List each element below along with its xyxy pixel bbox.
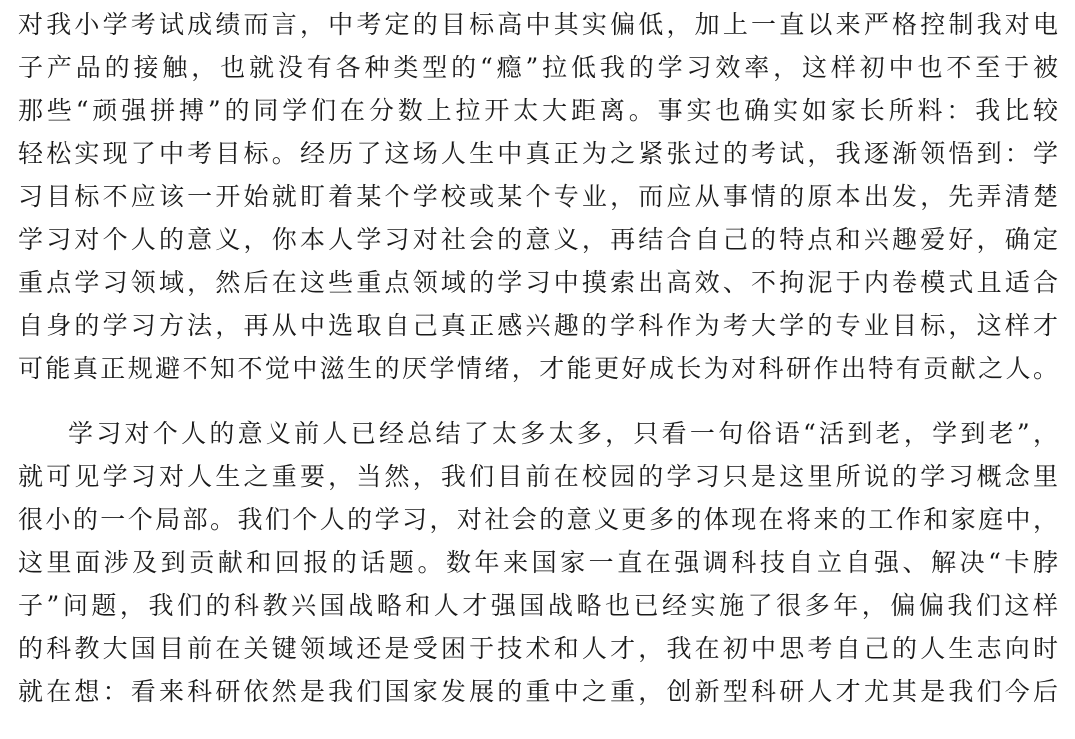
paragraph-1-line-2: 子产品的接触，也就没有各种类型的“瘾”拉低我的学习效率，这样初中也不至于被: [18, 53, 1058, 82]
paragraph-2-line-7: 就在想：看来科研依然是我们国家发展的重中之重，创新型科研人才尤其是我们今后: [18, 677, 1058, 706]
paragraph-1-line-4: 轻松实现了中考目标。经历了这场人生中真正为之紧张过的考试，我逐渐领悟到：学: [18, 139, 1058, 168]
paragraph-2-line-1: 学习对个人的意义前人已经总结了太多太多，只看一句俗语“活到老，学到老”，: [68, 419, 1058, 448]
paragraph-2-line-4: 这里面涉及到贡献和回报的话题。数年来国家一直在强调科技自立自强、解决“卡脖: [18, 548, 1058, 577]
paragraph-1-line-1: 对我小学考试成绩而言，中考定的目标高中其实偏低，加上一直以来严格控制我对电: [18, 10, 1058, 39]
paragraph-1-line-5: 习目标不应该一开始就盯着某个学校或某个专业，而应从事情的原本出发，先弄清楚: [18, 182, 1058, 211]
paragraph-1-line-8: 自身的学习方法，再从中选取自己真正感兴趣的学科作为考大学的专业目标，这样才: [18, 311, 1058, 340]
paragraph-2-line-6: 的科教大国目前在关键领域还是受困于技术和人才，我在初中思考自己的人生志向时: [18, 634, 1058, 663]
paragraph-1-line-9: 可能真正规避不知不觉中滋生的厌学情绪，才能更好成长为对科研作出特有贡献之人。: [18, 354, 1058, 383]
paragraph-2-line-2: 就可见学习对人生之重要，当然，我们目前在校园的学习只是这里所说的学习概念里: [18, 462, 1058, 491]
paragraph-1-line-3: 那些“顽强拼搏”的同学们在分数上拉开太大距离。事实也确实如家长所料：我比较: [18, 96, 1058, 125]
paragraph-1-line-7: 重点学习领域，然后在这些重点领域的学习中摸索出高效、不拘泥于内卷模式且适合: [18, 268, 1058, 297]
paragraph-1-line-6: 学习对个人的意义，你本人学习对社会的意义，再结合自己的特点和兴趣爱好，确定: [18, 225, 1058, 254]
paragraph-2-line-5: 子”问题，我们的科教兴国战略和人才强国战略也已经实施了很多年，偏偏我们这样: [18, 591, 1058, 620]
paragraph-2-line-3: 很小的一个局部。我们个人的学习，对社会的意义更多的体现在将来的工作和家庭中，: [18, 505, 1058, 534]
